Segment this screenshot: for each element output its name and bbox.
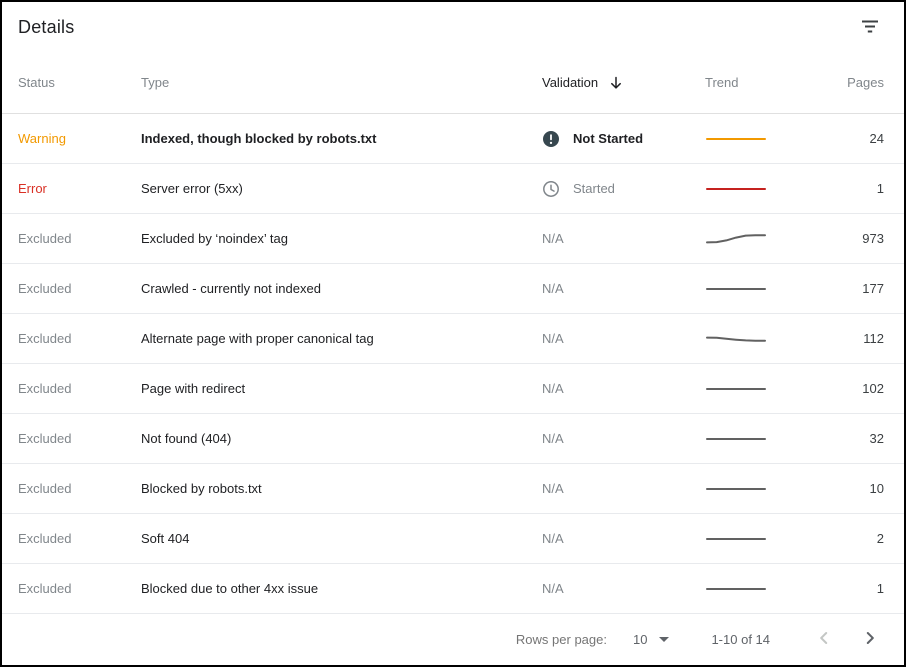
validation-cell: N/A bbox=[542, 531, 564, 546]
filter-list-icon bbox=[861, 17, 879, 38]
trend-sparkline bbox=[705, 331, 828, 347]
status-cell: Excluded bbox=[18, 481, 72, 496]
sort-arrow-down-icon bbox=[608, 75, 624, 91]
status-cell: Excluded bbox=[18, 331, 72, 346]
table-row[interactable] bbox=[2, 314, 904, 364]
trend-sparkline bbox=[705, 281, 828, 297]
rows-per-page-select[interactable] bbox=[633, 632, 669, 647]
column-header-validation[interactable]: Validation bbox=[542, 75, 705, 91]
previous-page-button bbox=[812, 628, 836, 652]
table-row[interactable] bbox=[2, 214, 904, 264]
rows-per-page-label: Rows per page: bbox=[515, 632, 607, 647]
validation-cell: N/A bbox=[542, 281, 564, 296]
status-cell: Error bbox=[18, 181, 47, 196]
table-row[interactable] bbox=[2, 164, 904, 214]
pages-cell: 10 bbox=[869, 481, 884, 496]
trend-sparkline bbox=[705, 181, 828, 197]
alert-circle-icon bbox=[542, 130, 560, 148]
type-cell: Blocked due to other 4xx issue bbox=[141, 581, 319, 596]
trend-sparkline bbox=[705, 431, 828, 447]
table-row[interactable] bbox=[2, 414, 904, 464]
pages-cell: 177 bbox=[862, 281, 884, 296]
type-cell: Excluded by ‘noindex’ tag bbox=[141, 231, 288, 246]
clock-icon bbox=[542, 180, 560, 198]
trend-sparkline bbox=[705, 231, 828, 247]
pages-cell: 112 bbox=[863, 331, 884, 346]
type-cell: Alternate page with proper canonical tag bbox=[141, 331, 374, 346]
page-range-label: 1-10 of 14 bbox=[711, 632, 770, 647]
column-header-type[interactable]: Type bbox=[141, 75, 170, 90]
validation-cell: N/A bbox=[542, 381, 564, 396]
status-cell: Excluded bbox=[18, 281, 72, 296]
table-row[interactable] bbox=[2, 364, 904, 414]
pages-cell: 102 bbox=[862, 381, 884, 396]
rows-per-page-value: 10 bbox=[632, 632, 648, 647]
type-cell: Server error (5xx) bbox=[141, 181, 243, 196]
pages-cell: 1 bbox=[876, 581, 884, 596]
caret-down-icon bbox=[659, 637, 669, 642]
chevron-left-icon bbox=[812, 626, 836, 653]
status-cell: Excluded bbox=[18, 381, 72, 396]
pages-cell: 1 bbox=[876, 181, 884, 196]
pages-cell: 24 bbox=[869, 131, 884, 146]
pages-cell: 32 bbox=[869, 431, 884, 446]
table-row[interactable] bbox=[2, 564, 904, 614]
type-cell: Soft 404 bbox=[141, 531, 190, 546]
trend-sparkline bbox=[705, 481, 828, 497]
next-page-button[interactable] bbox=[858, 628, 882, 652]
table-body bbox=[2, 114, 904, 614]
validation-cell: Not Started bbox=[542, 130, 705, 148]
status-cell: Excluded bbox=[18, 531, 72, 546]
type-cell: Not found (404) bbox=[141, 431, 232, 446]
type-cell: Blocked by robots.txt bbox=[141, 481, 262, 496]
type-cell: Crawled - currently not indexed bbox=[141, 281, 321, 296]
chevron-right-icon bbox=[858, 626, 882, 653]
type-cell: Page with redirect bbox=[141, 381, 246, 396]
table-row[interactable] bbox=[2, 514, 904, 564]
pages-cell: 973 bbox=[862, 231, 884, 246]
pages-cell: 2 bbox=[876, 531, 884, 546]
trend-sparkline bbox=[705, 381, 828, 397]
table-row[interactable] bbox=[2, 264, 904, 314]
pagination-footer bbox=[2, 614, 904, 665]
validation-cell: Started bbox=[542, 180, 705, 198]
page-title: Details bbox=[18, 16, 75, 37]
trend-sparkline bbox=[705, 531, 828, 547]
column-header-trend[interactable]: Trend bbox=[705, 75, 739, 90]
filter-button[interactable] bbox=[858, 15, 882, 39]
column-header-pages[interactable]: Pages bbox=[847, 75, 884, 90]
panel-header bbox=[2, 2, 904, 52]
validation-cell: N/A bbox=[542, 331, 564, 346]
status-cell: Excluded bbox=[18, 431, 72, 446]
validation-cell: N/A bbox=[542, 431, 564, 446]
status-cell: Warning bbox=[18, 131, 66, 146]
validation-cell: N/A bbox=[542, 481, 564, 496]
trend-sparkline bbox=[705, 581, 828, 597]
validation-cell: N/A bbox=[542, 231, 564, 246]
validation-cell: N/A bbox=[542, 581, 564, 596]
status-cell: Excluded bbox=[18, 581, 72, 596]
status-cell: Excluded bbox=[18, 231, 72, 246]
type-cell: Indexed, though blocked by robots.txt bbox=[141, 131, 377, 146]
column-header-status[interactable]: Status bbox=[18, 75, 55, 90]
table-row[interactable] bbox=[2, 464, 904, 514]
table-row[interactable] bbox=[2, 114, 904, 164]
table-header-row bbox=[2, 52, 904, 114]
trend-sparkline bbox=[705, 131, 828, 147]
